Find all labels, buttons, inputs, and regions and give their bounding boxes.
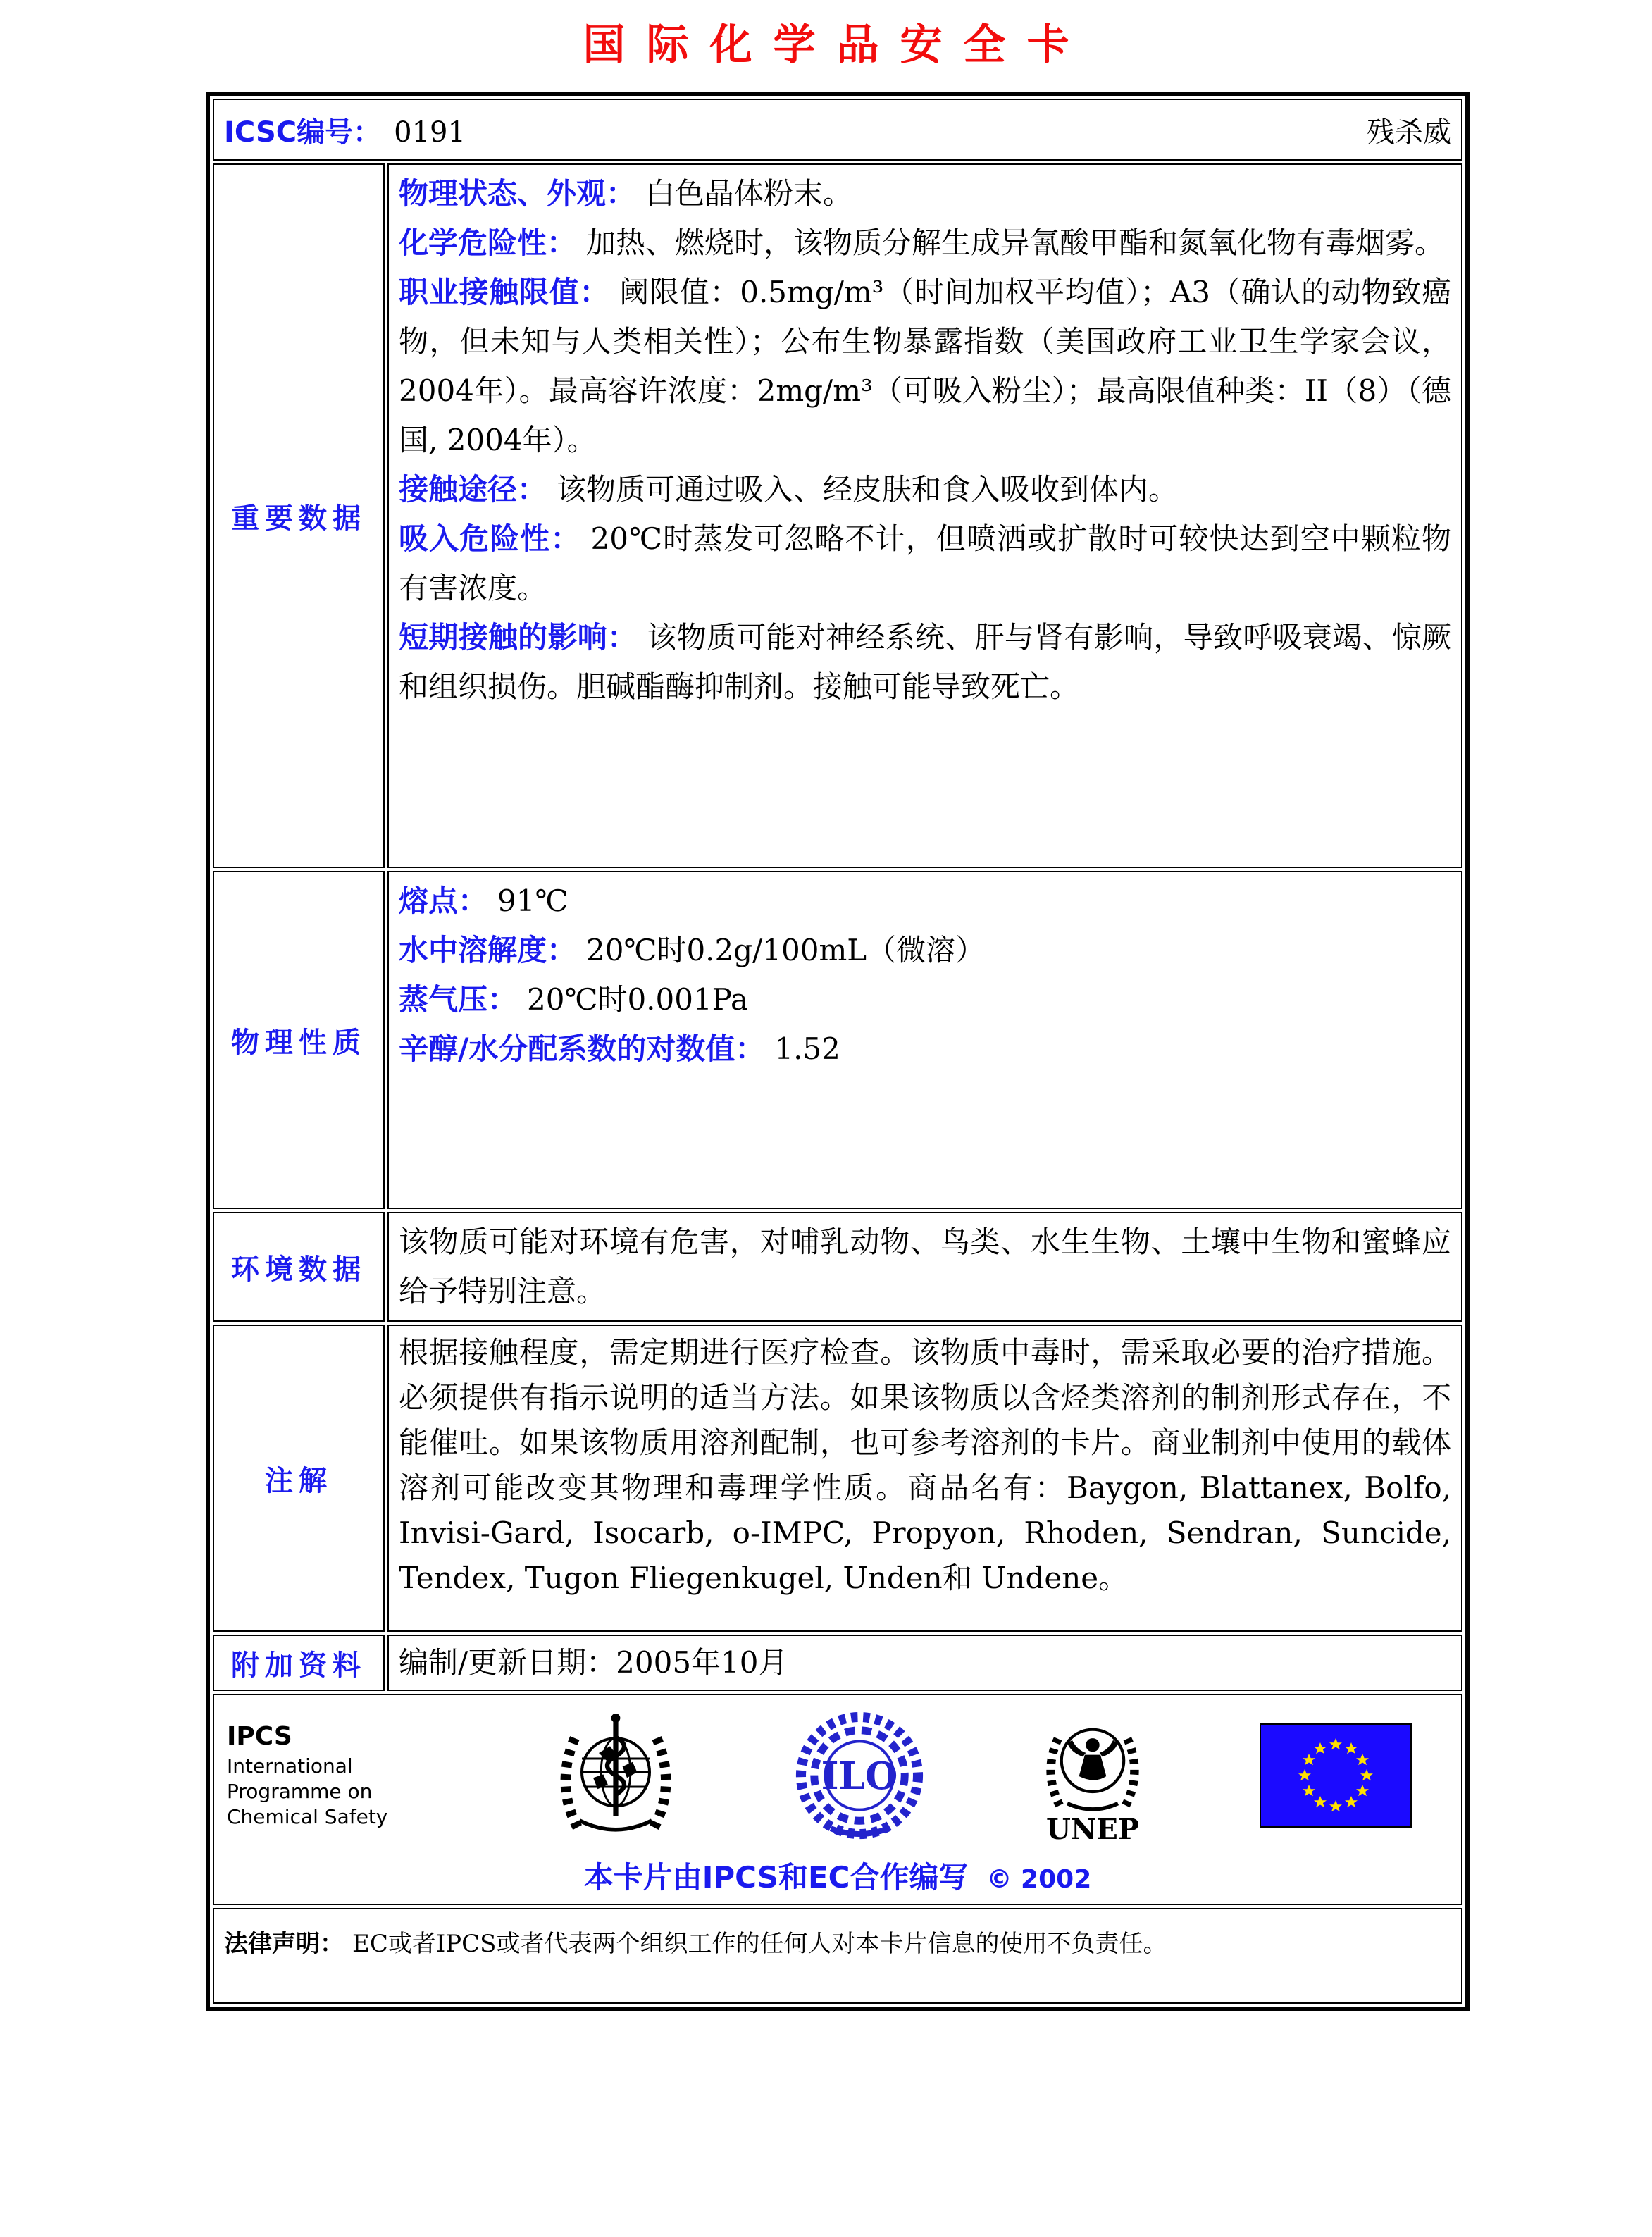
environmental-data-content bbox=[387, 1212, 1462, 1322]
short-term-effects-item bbox=[399, 613, 1451, 712]
eu-flag-icon bbox=[1260, 1723, 1412, 1830]
chemical-danger-text: 加热、燃烧时，该物质分解生成异氰酸甲酯和氮氧化物有毒烟雾。 bbox=[586, 225, 1445, 260]
ipcs-subtitle-line: Chemical Safety bbox=[227, 1805, 388, 1828]
copyright-text: 本卡片由IPCS和EC合作编写 bbox=[583, 1860, 969, 1895]
inhalation-risk-text: 20℃时蒸发可忽略不计，但喷洒或扩散时可较快达到空中颗粒物有害浓度。 bbox=[399, 521, 1451, 605]
physical-state-label: 物理状态、外观： bbox=[399, 176, 636, 211]
water-solubility-text: 20℃时0.2g/100mL（微溶） bbox=[586, 933, 986, 967]
logos-row bbox=[213, 1694, 1462, 1905]
physical-state-text: 白色晶体粉末。 bbox=[645, 176, 853, 211]
chemical-danger-item bbox=[399, 218, 1451, 268]
water-solubility-item bbox=[399, 926, 1451, 975]
icsc-card-page bbox=[0, 11, 1652, 2237]
header-cell bbox=[213, 99, 1462, 161]
exposure-route-item bbox=[399, 465, 1451, 514]
section-label-additional-info bbox=[213, 1635, 385, 1691]
section-label-notes bbox=[213, 1325, 385, 1632]
notes-row bbox=[213, 1325, 1462, 1632]
short-term-effects-label: 短期接触的影响： bbox=[399, 620, 638, 655]
section-title: 附加资料 bbox=[231, 1649, 366, 1682]
section-title: 注解 bbox=[265, 1464, 333, 1497]
logos-cell bbox=[213, 1694, 1462, 1905]
unep-logo-icon bbox=[1033, 1710, 1152, 1844]
chemical-danger-label: 化学危险性： bbox=[399, 225, 577, 260]
important-data-row bbox=[213, 163, 1462, 868]
short-term-effects-text: 该物质可能对神经系统、肝与肾有影响，导致呼吸衰竭、惊厥和组织损伤。胆碱酯酶抑制剂。接触可能导致死亡。 bbox=[399, 620, 1451, 704]
icsc-number-label: ICSC编号： bbox=[224, 116, 382, 149]
exposure-route-text: 该物质可通过吸入、经皮肤和食入吸收到体内。 bbox=[557, 472, 1179, 507]
legal-notice-label: 法律声明： bbox=[224, 1930, 344, 1958]
physical-state-item bbox=[399, 169, 1451, 218]
legal-notice-text: EC或者IPCS或者代表两个组织工作的任何人对本卡片信息的使用不负责任。 bbox=[352, 1930, 1167, 1958]
legal-notice-cell bbox=[213, 1908, 1462, 2004]
vapor-pressure-label: 蒸气压： bbox=[399, 982, 518, 1017]
ipcs-text-block bbox=[227, 1724, 438, 1830]
partition-coefficient-text: 1.52 bbox=[774, 1031, 840, 1066]
who-logo-icon bbox=[546, 1708, 685, 1846]
vapor-pressure-item bbox=[399, 975, 1451, 1024]
update-date-value: 2005年10月 bbox=[616, 1645, 788, 1680]
environmental-data-text: 该物质可能对环境有危害，对哺乳动物、鸟类、水生生物、土壤中生物和蜜蜂应给予特别注意。 bbox=[399, 1225, 1451, 1308]
icsc-number-value: 0191 bbox=[394, 116, 466, 149]
occupational-limit-text: 阈限值：0.5mg/m³（时间加权平均值）；A3（确认的动物致癌物，但未知与人类相关性）；公布生物暴露指数（美国政府工业卫生学家会议，2004年）。最高容许浓度：2mg/m³（可吸入粉尘）；最高限值种类：II（8）（德国, 2004年）。 bbox=[399, 275, 1451, 457]
icsc-card-table bbox=[206, 92, 1470, 2011]
important-data-content bbox=[387, 163, 1462, 868]
occupational-limit-item bbox=[399, 268, 1451, 465]
additional-info-row bbox=[213, 1635, 1462, 1691]
partition-coefficient-label: 辛醇/水分配系数的对数值： bbox=[399, 1031, 765, 1066]
section-title: 重要数据 bbox=[231, 502, 366, 535]
page-title: 国际化学品安全卡 bbox=[583, 20, 1091, 70]
partition-coefficient-item bbox=[399, 1024, 1451, 1074]
exposure-route-label: 接触途径： bbox=[399, 472, 547, 507]
melting-point-text: 91℃ bbox=[497, 884, 569, 918]
section-label-important-data bbox=[213, 163, 385, 868]
vapor-pressure-text: 20℃时0.001Pa bbox=[527, 982, 749, 1017]
update-date-label: 编制/更新日期： bbox=[399, 1645, 616, 1680]
ilo-logo-icon bbox=[793, 1709, 926, 1845]
section-title: 环境数据 bbox=[231, 1253, 366, 1286]
physical-properties-row bbox=[213, 871, 1462, 1209]
environmental-data-row bbox=[213, 1212, 1462, 1322]
ilo-logo-text: ILO bbox=[821, 1753, 898, 1798]
notes-content bbox=[387, 1325, 1462, 1632]
chemical-name: 残杀威 bbox=[1367, 116, 1451, 149]
notes-text: 根据接触程度，需定期进行医疗检查。该物质中毒时，需采取必要的治疗措施。必须提供有指示说明的适当方法。如果该物质以含烃类溶剂的制剂形式存在，不能催吐。如果该物质用溶剂配制，也可参考溶剂的卡片。商业制剂中使用的载体溶剂可能改变其物理和毒理学性质。商品名有：Baygon, Blattanex, Bolfo, Invisi-Gard, Isocarb, o-IMPC, Propyon, Rhoden, Sendran, Suncide, Tendex, Tugon Fliegenkugel, Unden和 Undene。 bbox=[399, 1335, 1451, 1595]
ipcs-subtitle-line: International bbox=[227, 1754, 353, 1778]
ipcs-subtitle-line: Programme on bbox=[227, 1780, 373, 1803]
ipcs-title: IPCS bbox=[227, 1722, 292, 1751]
inhalation-risk-label: 吸入危险性： bbox=[399, 521, 581, 556]
melting-point-item bbox=[399, 876, 1451, 926]
header-row bbox=[213, 99, 1462, 161]
section-title: 物理性质 bbox=[231, 1026, 366, 1059]
occupational-limit-label: 职业接触限值： bbox=[399, 275, 610, 309]
copyright-line bbox=[221, 1854, 1454, 1897]
physical-properties-content bbox=[387, 871, 1462, 1209]
unep-logo-text: UNEP bbox=[1045, 1813, 1139, 1846]
additional-info-content bbox=[387, 1635, 1462, 1691]
legal-notice-row bbox=[213, 1908, 1462, 2004]
icsc-number bbox=[224, 110, 466, 150]
section-label-environmental-data bbox=[213, 1212, 385, 1322]
water-solubility-label: 水中溶解度： bbox=[399, 933, 577, 967]
melting-point-label: 熔点： bbox=[399, 884, 488, 918]
section-label-physical-properties bbox=[213, 871, 385, 1209]
inhalation-risk-item bbox=[399, 514, 1451, 613]
copyright-year: © 2002 bbox=[986, 1865, 1092, 1894]
